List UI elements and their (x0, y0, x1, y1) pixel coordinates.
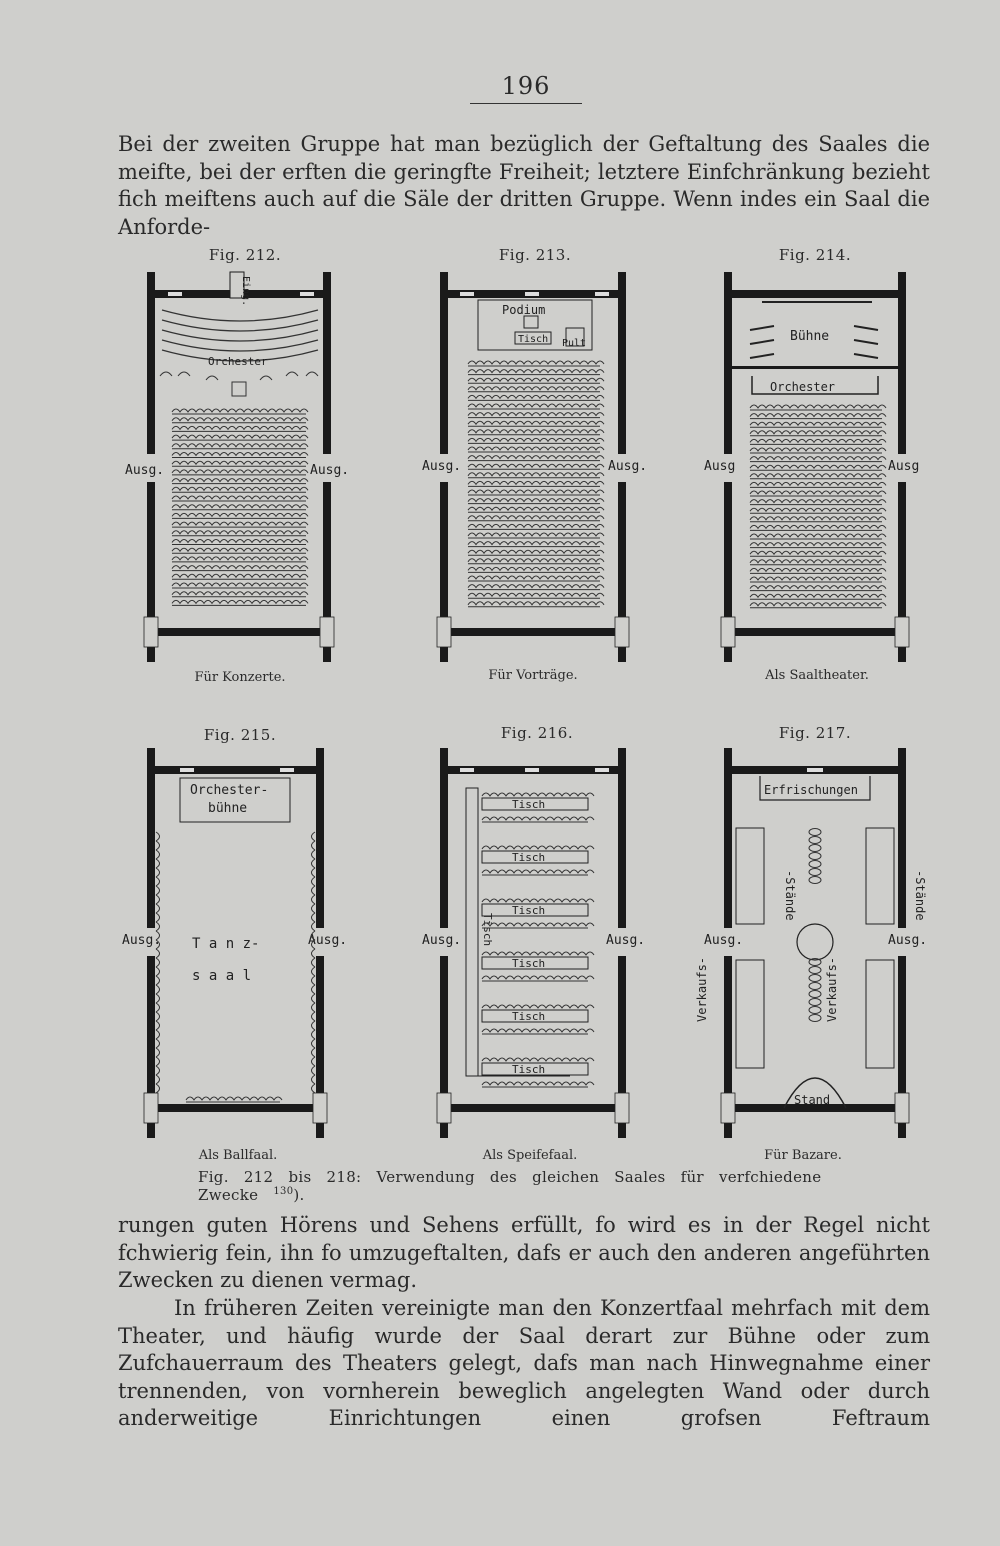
fig-214-title: Fig. 214. (778, 246, 852, 264)
fig-212-entry-label: Eing. (240, 276, 251, 307)
fig-215-hall-label-b: s a a l (192, 968, 252, 984)
fig-217-sales-right: Verkaufs- (825, 956, 839, 1022)
fig-216-title: Fig. 216. (500, 724, 574, 742)
fig-217-title: Fig. 217. (778, 724, 852, 742)
fig-215-hall-label-a: T a n z- (192, 936, 260, 952)
fig-217-refresh-label: Erfrischungen (764, 783, 858, 797)
fig-213-title: Fig. 213. (498, 246, 572, 264)
fig-216-table-label: Tisch (512, 1063, 546, 1076)
fig-215-exit-left: Ausg. (122, 933, 162, 948)
paragraph-intro: Bei der zweiten Gruppe hat man bezüglich der Geftaltung des Saales die meifte, bei der erften die geringfte Freiheit; letztere Einfchränkung bezieht fich meiftens auch auf die Säle der dritten Gruppe. Wenn indes ein Saal die Anforde- (118, 132, 930, 239)
fig-216-exit-left: Ausg. (422, 933, 462, 948)
paragraph-history: In früheren Zeiten vereinigte man den Konzertfaal mehrfach mit dem Theater, und häufig wurde der Saal derart zur Bühne oder zum Zufchauerraum des Theaters gelegt, dafs man nach Hinwegnahme einer trennenden, von vornherein beweglich angelegten Wand oder durch anderweitige Einrichtungen einen grofsen Feftraum (118, 1296, 930, 1430)
fig-215-plan (120, 748, 350, 1143)
fig-213-table-label: Tisch (518, 334, 549, 345)
fig-213-plan (420, 272, 650, 667)
fig-215-title: Fig. 215. (203, 726, 277, 744)
fig-215-caption: Als Ballfaal. (198, 1148, 278, 1163)
fig-216-table-label: Tisch (512, 851, 546, 864)
fig-217-exit-left: Ausg. (704, 933, 744, 948)
fig-213-exit-right: Ausg. (608, 459, 648, 474)
fig-215-stage-label-b: bühne (208, 801, 248, 816)
fig-212-caption: Für Konzerte. (194, 670, 286, 685)
fig-214-exit-right: Ausg (888, 459, 920, 474)
fig-214-exit-left: Ausg (704, 459, 736, 474)
fig-214-caption: Als Saaltheater. (765, 668, 869, 683)
paragraph-continuation: rungen guten Hörens und Sehens erfüllt, fo wird es in der Regel nicht fchwierig fein, ihn fo umzugeftalten, dafs er auch den anderen angeführten Zwecken zu dienen vermag. (118, 1213, 930, 1292)
fig-217-exit-right: Ausg. (888, 933, 928, 948)
fig-214-orchestra-label: Orchester (770, 380, 836, 394)
fig-215-exit-right: Ausg. (308, 933, 348, 948)
fig-214-stage-label: Bühne (790, 329, 830, 344)
fig-216-table-label: Tisch (512, 798, 546, 811)
fig-217-stand-label: Stand (794, 1093, 831, 1107)
figure-group-caption (198, 1168, 858, 1204)
fig-213-desk-label: Pult (562, 338, 587, 349)
fig-214-plan (702, 272, 932, 667)
fig-216-exit-right: Ausg. (606, 933, 646, 948)
fig-217-sales-left: Verkaufs- (695, 956, 709, 1022)
fig-216-table-label: Tisch (512, 904, 546, 917)
fig-213-caption: Für Vorträge. (488, 668, 578, 683)
fig-215-stage-label-a: Orchester- (190, 783, 269, 798)
fig-216-caption: Als Speifefaal. (482, 1148, 578, 1163)
fig-212-exit-right: Ausg. (310, 463, 350, 478)
fig-216-long-table-label: Tisch (481, 913, 494, 947)
fig-217-stalls-right: -Stände (913, 870, 927, 921)
figure-group-caption-tail: ). (293, 1186, 305, 1204)
fig-212-title: Fig. 212. (208, 246, 282, 264)
fig-213-podium-label: Podium (502, 303, 546, 317)
fig-212-exit-left: Ausg. (125, 463, 165, 478)
fig-216-table-label: Tisch (512, 1010, 546, 1023)
fig-217-caption: Für Bazare. (764, 1148, 842, 1163)
fig-212-orchestra-label: Orchester (208, 355, 268, 368)
fig-217-stalls-left: -Stände (783, 870, 797, 921)
fig-216-table-label: Tisch (512, 957, 546, 970)
fig-212-plan (120, 272, 350, 667)
figure-group-caption-ref: 130 (273, 1186, 294, 1197)
fig-216-plan (420, 748, 650, 1143)
fig-217-plan (695, 748, 932, 1143)
fig-213-exit-left: Ausg. (422, 459, 462, 474)
page-number: 196 (470, 72, 582, 104)
figure-group-caption-text: Fig. 212 bis 218: Verwendung des gleichen Saales für verfchiedene Zwecke (198, 1168, 822, 1204)
